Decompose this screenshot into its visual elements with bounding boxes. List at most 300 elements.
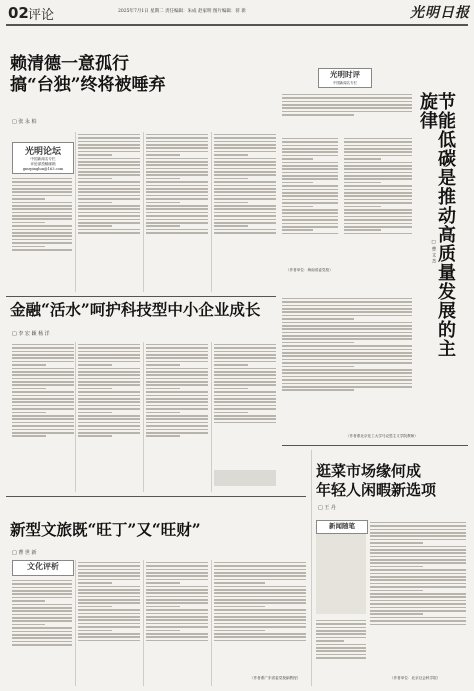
text-line bbox=[214, 623, 306, 625]
text-line bbox=[12, 212, 72, 214]
text-line bbox=[146, 415, 208, 417]
text-line bbox=[78, 398, 140, 400]
text-line bbox=[78, 158, 140, 160]
text-line bbox=[146, 378, 208, 380]
text-line bbox=[370, 596, 466, 598]
text-line bbox=[146, 619, 208, 621]
text-line bbox=[214, 619, 306, 621]
text-line bbox=[282, 389, 354, 391]
text-line bbox=[146, 137, 208, 139]
text-line bbox=[146, 630, 180, 632]
text-line bbox=[146, 144, 208, 146]
article-3-title: 新型文旅既“旺丁”又“旺财” bbox=[10, 520, 201, 539]
text-line bbox=[214, 371, 276, 373]
text-line bbox=[12, 242, 72, 244]
text-line bbox=[12, 208, 72, 210]
text-line bbox=[282, 298, 412, 300]
text-line bbox=[12, 249, 72, 251]
text-line bbox=[146, 599, 208, 601]
text-line bbox=[78, 368, 140, 370]
text-line bbox=[282, 172, 338, 174]
text-line bbox=[344, 202, 412, 204]
text-line bbox=[146, 178, 180, 180]
text-line bbox=[146, 633, 208, 635]
text-line bbox=[282, 175, 338, 177]
text-line bbox=[12, 583, 72, 585]
text-line bbox=[316, 623, 366, 625]
text-line bbox=[12, 364, 46, 366]
text-line bbox=[12, 624, 45, 626]
text-line bbox=[78, 435, 112, 437]
text-line bbox=[78, 188, 140, 190]
text-line bbox=[146, 205, 208, 207]
text-line bbox=[78, 401, 140, 403]
text-line bbox=[12, 620, 72, 622]
text-line bbox=[78, 178, 112, 180]
text-line bbox=[214, 609, 306, 611]
text-line bbox=[78, 579, 140, 581]
text-line bbox=[12, 593, 72, 595]
column-divider bbox=[75, 560, 76, 686]
text-line bbox=[344, 138, 412, 140]
text-line bbox=[214, 640, 306, 642]
text-line bbox=[282, 141, 338, 143]
text-line bbox=[78, 609, 140, 611]
text-line bbox=[146, 613, 208, 615]
text-line bbox=[214, 161, 276, 163]
article-1-col-2 bbox=[78, 132, 140, 292]
text-line bbox=[78, 378, 140, 380]
text-line bbox=[78, 191, 140, 193]
text-line bbox=[344, 212, 412, 214]
text-line bbox=[78, 212, 140, 214]
text-line bbox=[370, 579, 466, 581]
text-line bbox=[12, 627, 72, 629]
text-line bbox=[78, 161, 140, 163]
forum-badge-email: gmrpinglun@163.com bbox=[22, 167, 64, 171]
text-line bbox=[78, 361, 140, 363]
text-line bbox=[214, 232, 276, 234]
text-line bbox=[370, 535, 466, 537]
text-line bbox=[282, 202, 338, 204]
text-line bbox=[370, 603, 466, 605]
text-line bbox=[146, 171, 208, 173]
text-line bbox=[282, 342, 354, 344]
text-line bbox=[146, 371, 208, 373]
text-line bbox=[214, 344, 276, 346]
text-line bbox=[146, 609, 208, 611]
text-line bbox=[12, 429, 74, 431]
text-line bbox=[146, 596, 208, 598]
text-line bbox=[146, 432, 208, 434]
text-line bbox=[78, 572, 140, 574]
text-line bbox=[78, 606, 112, 608]
text-line bbox=[146, 195, 208, 197]
forum-badge-sub: 中国新闻名专栏 bbox=[30, 157, 56, 161]
text-line bbox=[282, 111, 412, 113]
text-line bbox=[146, 636, 208, 638]
text-line bbox=[282, 94, 412, 96]
text-line bbox=[282, 355, 412, 357]
text-line bbox=[282, 97, 412, 99]
text-line bbox=[78, 586, 140, 588]
text-line bbox=[146, 562, 208, 564]
text-line bbox=[282, 359, 412, 361]
text-line bbox=[214, 582, 265, 584]
text-line bbox=[12, 644, 72, 646]
text-line bbox=[146, 412, 180, 414]
text-line bbox=[78, 405, 140, 407]
text-line bbox=[12, 378, 74, 380]
text-line bbox=[214, 208, 276, 210]
text-line bbox=[344, 192, 412, 194]
article-2-col-1 bbox=[12, 342, 74, 492]
text-line bbox=[78, 344, 140, 346]
text-line bbox=[146, 575, 208, 577]
text-line bbox=[146, 579, 208, 581]
text-line bbox=[214, 205, 276, 207]
text-line bbox=[282, 216, 338, 218]
text-line bbox=[370, 617, 466, 619]
text-line bbox=[12, 435, 46, 437]
text-line bbox=[214, 579, 306, 581]
text-line bbox=[146, 405, 208, 407]
text-line bbox=[214, 147, 276, 149]
text-line bbox=[370, 586, 466, 588]
text-line bbox=[214, 357, 276, 359]
text-line bbox=[344, 148, 412, 150]
text-line bbox=[146, 435, 180, 437]
text-line bbox=[282, 104, 412, 106]
article-4-title: 节能低碳是推动高质量发展的主旋律 bbox=[417, 92, 456, 358]
article-1-byline: □ 张 永 柏 bbox=[12, 119, 37, 125]
text-line bbox=[370, 566, 423, 568]
text-line bbox=[12, 587, 72, 589]
text-line bbox=[282, 189, 338, 191]
text-line bbox=[370, 552, 466, 554]
text-line bbox=[344, 223, 412, 225]
article-4-body bbox=[282, 296, 412, 442]
text-line bbox=[78, 616, 140, 618]
text-line bbox=[146, 572, 208, 574]
text-line bbox=[78, 391, 140, 393]
text-line bbox=[344, 165, 412, 167]
text-line bbox=[282, 229, 313, 231]
text-line bbox=[344, 226, 412, 228]
text-line bbox=[214, 178, 248, 180]
text-line bbox=[214, 164, 276, 166]
text-line bbox=[214, 212, 276, 214]
text-line bbox=[214, 569, 306, 571]
text-line bbox=[282, 305, 412, 307]
text-line bbox=[344, 145, 412, 147]
text-line bbox=[78, 232, 140, 234]
timeline-badge-sub: 中国新闻名专栏 bbox=[333, 81, 357, 85]
text-line bbox=[12, 607, 72, 609]
text-line bbox=[78, 412, 112, 414]
text-line bbox=[214, 418, 276, 420]
text-line bbox=[12, 235, 72, 237]
column-divider bbox=[211, 560, 212, 686]
text-line bbox=[214, 633, 306, 635]
text-line bbox=[78, 171, 140, 173]
text-line bbox=[12, 232, 72, 234]
text-line bbox=[282, 138, 338, 140]
column-divider bbox=[211, 342, 212, 492]
text-line bbox=[370, 613, 423, 615]
text-line bbox=[78, 364, 112, 366]
text-line bbox=[214, 364, 248, 366]
text-line bbox=[282, 148, 338, 150]
text-line bbox=[12, 357, 74, 359]
text-line bbox=[316, 620, 366, 622]
text-line bbox=[78, 562, 140, 564]
text-line bbox=[344, 155, 412, 157]
text-line bbox=[370, 546, 466, 548]
text-line bbox=[146, 364, 180, 366]
text-line bbox=[344, 162, 412, 164]
text-line bbox=[146, 418, 208, 420]
article-3-col-1 bbox=[12, 578, 72, 686]
text-line bbox=[282, 199, 338, 201]
text-line bbox=[12, 425, 74, 427]
text-line bbox=[214, 202, 248, 204]
text-line bbox=[282, 352, 412, 354]
text-line bbox=[214, 398, 276, 400]
text-line bbox=[282, 219, 338, 221]
article-2-title: 金融“活水”呵护科技型中小企业成长 bbox=[10, 300, 261, 319]
text-line bbox=[12, 195, 72, 197]
page-number: 02 bbox=[8, 4, 29, 22]
text-line bbox=[282, 362, 412, 364]
text-line bbox=[12, 381, 74, 383]
text-line bbox=[146, 181, 208, 183]
text-line bbox=[78, 208, 140, 210]
text-line bbox=[344, 168, 412, 170]
text-line bbox=[214, 405, 276, 407]
text-line bbox=[78, 429, 140, 431]
review-badge bbox=[12, 560, 74, 576]
text-line bbox=[214, 222, 276, 224]
text-line bbox=[344, 219, 412, 221]
text-line bbox=[78, 174, 140, 176]
text-line bbox=[214, 586, 306, 588]
text-line bbox=[214, 229, 276, 231]
article-1-title-line1: 赖清德一意孤行 bbox=[10, 54, 129, 74]
text-line bbox=[12, 398, 74, 400]
text-line bbox=[214, 626, 306, 628]
text-line bbox=[214, 354, 276, 356]
text-line bbox=[146, 626, 208, 628]
text-line bbox=[78, 619, 140, 621]
text-line bbox=[12, 395, 74, 397]
credit-5: （作者单位：北京社会科学院） bbox=[390, 676, 441, 680]
text-line bbox=[78, 589, 140, 591]
review-badge-title: 文化评析 bbox=[27, 561, 59, 571]
text-line bbox=[282, 372, 412, 374]
text-line bbox=[12, 610, 72, 612]
text-line bbox=[12, 405, 74, 407]
article-4-col-1 bbox=[282, 136, 338, 290]
text-line bbox=[78, 134, 140, 136]
text-line bbox=[214, 575, 306, 577]
text-line bbox=[146, 202, 180, 204]
text-line bbox=[146, 623, 208, 625]
text-line bbox=[12, 384, 74, 386]
text-line bbox=[370, 549, 466, 551]
forum-badge bbox=[12, 142, 74, 174]
text-line bbox=[316, 657, 366, 659]
text-line bbox=[146, 141, 208, 143]
text-line bbox=[370, 529, 466, 531]
text-line bbox=[12, 191, 72, 193]
forum-badge-email-label: 评论部投稿邮箱 bbox=[30, 162, 56, 166]
text-line bbox=[282, 162, 338, 164]
text-line bbox=[146, 225, 180, 227]
text-line bbox=[344, 229, 381, 231]
text-line bbox=[282, 178, 338, 180]
text-line bbox=[146, 429, 208, 431]
text-line bbox=[282, 158, 313, 160]
text-line bbox=[78, 613, 140, 615]
text-line bbox=[370, 559, 466, 561]
article-2-col-3 bbox=[146, 342, 208, 492]
text-line bbox=[370, 576, 466, 578]
text-line bbox=[12, 388, 46, 390]
text-line bbox=[214, 592, 306, 594]
text-line bbox=[214, 408, 276, 410]
text-line bbox=[344, 189, 412, 191]
text-line bbox=[370, 607, 466, 609]
text-line bbox=[370, 556, 466, 558]
text-line bbox=[12, 580, 72, 582]
text-line bbox=[78, 137, 140, 139]
text-line bbox=[146, 351, 208, 353]
timeline-badge bbox=[318, 68, 372, 88]
text-line bbox=[214, 191, 276, 193]
text-line bbox=[282, 151, 338, 153]
text-line bbox=[12, 246, 45, 248]
text-line bbox=[214, 384, 276, 386]
text-line bbox=[370, 590, 423, 592]
text-line bbox=[146, 401, 208, 403]
text-line bbox=[214, 154, 248, 156]
text-line bbox=[12, 641, 72, 643]
text-line bbox=[12, 239, 72, 241]
text-line bbox=[316, 647, 366, 649]
text-line bbox=[282, 328, 412, 330]
text-line bbox=[282, 379, 412, 381]
text-line bbox=[282, 345, 412, 347]
text-line bbox=[282, 165, 338, 167]
text-line bbox=[282, 322, 412, 324]
text-line bbox=[214, 198, 276, 200]
text-line bbox=[12, 202, 72, 204]
text-line bbox=[146, 357, 208, 359]
text-line bbox=[316, 627, 366, 629]
text-line bbox=[78, 425, 140, 427]
text-line bbox=[282, 335, 412, 337]
column-divider bbox=[143, 132, 144, 292]
text-line bbox=[282, 325, 412, 327]
article-3-col-2 bbox=[78, 560, 140, 686]
text-line bbox=[214, 158, 276, 160]
text-line bbox=[214, 562, 306, 564]
text-line bbox=[146, 616, 208, 618]
text-line bbox=[78, 384, 140, 386]
text-line bbox=[344, 182, 381, 184]
text-line bbox=[78, 569, 140, 571]
text-line bbox=[146, 606, 180, 608]
article-5-col-1 bbox=[316, 618, 366, 685]
text-line bbox=[146, 222, 208, 224]
text-line bbox=[282, 145, 338, 147]
text-line bbox=[146, 151, 208, 153]
text-line bbox=[316, 640, 344, 642]
text-line bbox=[214, 168, 276, 170]
text-line bbox=[214, 188, 276, 190]
text-line bbox=[214, 361, 276, 363]
article-5-col-2 bbox=[370, 520, 466, 685]
text-line bbox=[146, 384, 208, 386]
text-line bbox=[12, 614, 72, 616]
text-line bbox=[78, 575, 140, 577]
text-line bbox=[344, 199, 412, 201]
article-2-highlight bbox=[214, 470, 276, 486]
text-line bbox=[370, 573, 466, 575]
text-line bbox=[214, 602, 306, 604]
text-line bbox=[146, 368, 208, 370]
text-line bbox=[282, 155, 338, 157]
text-line bbox=[344, 233, 412, 235]
text-line bbox=[214, 351, 276, 353]
text-line bbox=[282, 233, 338, 235]
text-line bbox=[78, 347, 140, 349]
text-line bbox=[78, 565, 140, 567]
column-divider bbox=[75, 132, 76, 292]
text-line bbox=[78, 351, 140, 353]
text-line bbox=[214, 137, 276, 139]
article-2-byline: □ 李 宏 颖 杨 洋 bbox=[12, 331, 50, 337]
text-line bbox=[78, 195, 140, 197]
credit-3: （作者系北京化工大学马克思主义学院教师） bbox=[346, 434, 418, 438]
text-line bbox=[78, 432, 140, 434]
text-line bbox=[78, 147, 140, 149]
article-5-title-line1: 逛菜市场缘何成 bbox=[316, 462, 422, 480]
article-3-byline: □ 曹 世 新 bbox=[12, 550, 37, 556]
text-line bbox=[214, 589, 306, 591]
text-line bbox=[214, 141, 276, 143]
article-1-col-4 bbox=[214, 132, 276, 292]
notes-badge-title: 新闻随笔 bbox=[329, 522, 355, 530]
text-line bbox=[78, 596, 140, 598]
text-line bbox=[12, 600, 45, 602]
text-line bbox=[316, 644, 366, 646]
text-line bbox=[78, 602, 140, 604]
text-line bbox=[282, 195, 338, 197]
text-line bbox=[370, 593, 466, 595]
article-2-col-2 bbox=[78, 342, 140, 492]
text-line bbox=[282, 383, 412, 385]
text-line bbox=[214, 415, 276, 417]
text-line bbox=[214, 412, 248, 414]
text-line bbox=[282, 332, 412, 334]
divider-rule bbox=[6, 496, 306, 497]
text-line bbox=[78, 354, 140, 356]
text-line bbox=[12, 590, 72, 592]
text-line bbox=[78, 185, 140, 187]
text-line bbox=[214, 388, 248, 390]
